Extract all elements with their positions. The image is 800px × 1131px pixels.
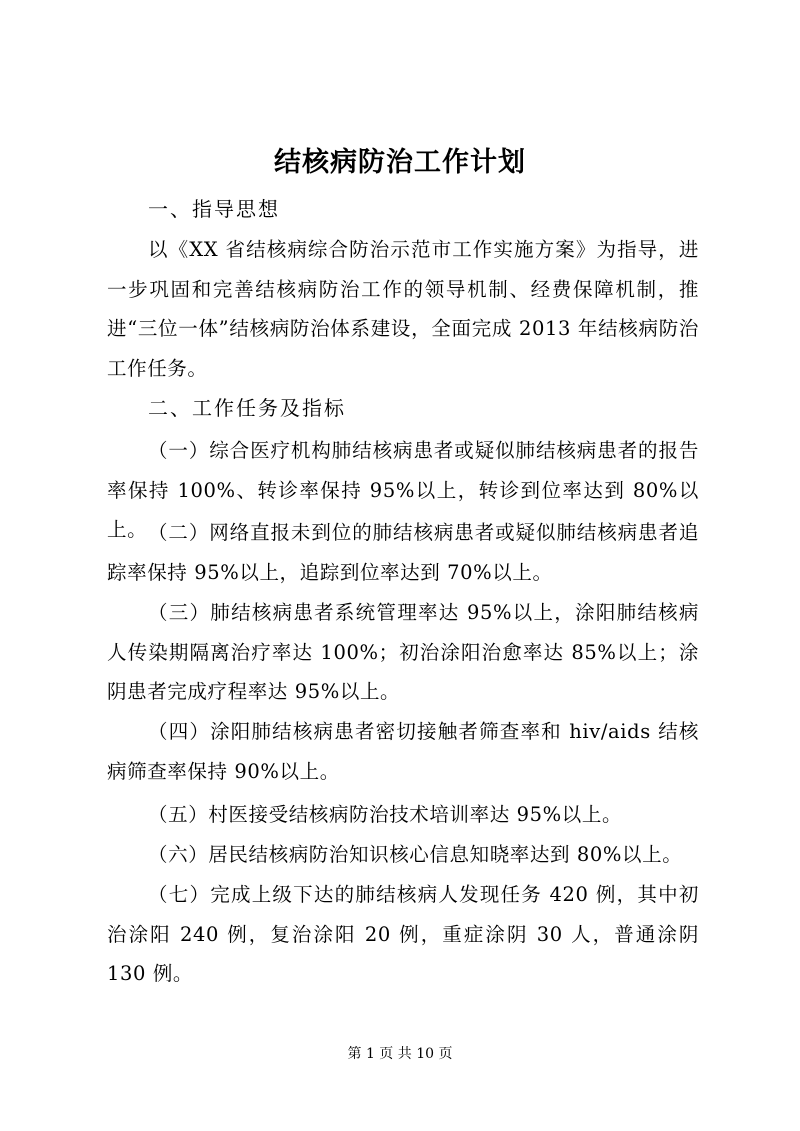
document-title: 结核病防治工作计划 — [274, 147, 526, 178]
section-heading-guiding: 一、指导思想 — [148, 197, 280, 221]
paragraph-task-1: （一）综合医疗机构肺结核病患者或疑似肺结核病患者的报告率保持 100%、转诊率保持 95%以上，转诊到位率达到 80%以上。 — [107, 439, 699, 541]
paragraph-task-3: （三）肺结核病患者系统管理率达 95%以上，涂阳肺结核病人传染期隔离治疗率达 100%；初治涂阳治愈率达 85%以上；涂阴患者完成疗程率达 95%以上。 — [107, 601, 699, 703]
paragraph-task-2: （二）网络直报未到位的肺结核病患者或疑似肺结核病患者追踪率保持 95%以上，追踪到位率达到 70%以上。 — [107, 521, 699, 584]
section-heading-tasks: 二、工作任务及指标 — [148, 396, 346, 420]
paragraph-task-6: （六）居民结核病防治知识核心信息知晓率达到 80%以上。 — [148, 843, 683, 866]
paragraph-guiding: 以《XX 省结核病综合防治示范市工作实施方案》为指导，进一步巩固和完善结核病防治工作的领导机制、经费保障机制，推进“三位一体”结核病防治体系建设，全面完成 2013 年结核病防治工作任务。 — [107, 238, 699, 380]
paragraph-task-5: （五）村医接受结核病防治技术培训率达 95%以上。 — [148, 803, 623, 826]
page-number-footer: 第 1 页 共 10 页 — [347, 1046, 453, 1062]
paragraph-task-4: （四）涂阳肺结核病患者密切接触者筛查率和 hiv/aids 结核病筛查率保持 90%以上。 — [107, 720, 699, 783]
paragraph-task-7: （七）完成上级下达的肺结核病人发现任务 420 例，其中初治涂阳 240 例，复治涂阳 20 例，重症涂阴 30 人，普通涂阴 130 例。 — [107, 883, 699, 985]
